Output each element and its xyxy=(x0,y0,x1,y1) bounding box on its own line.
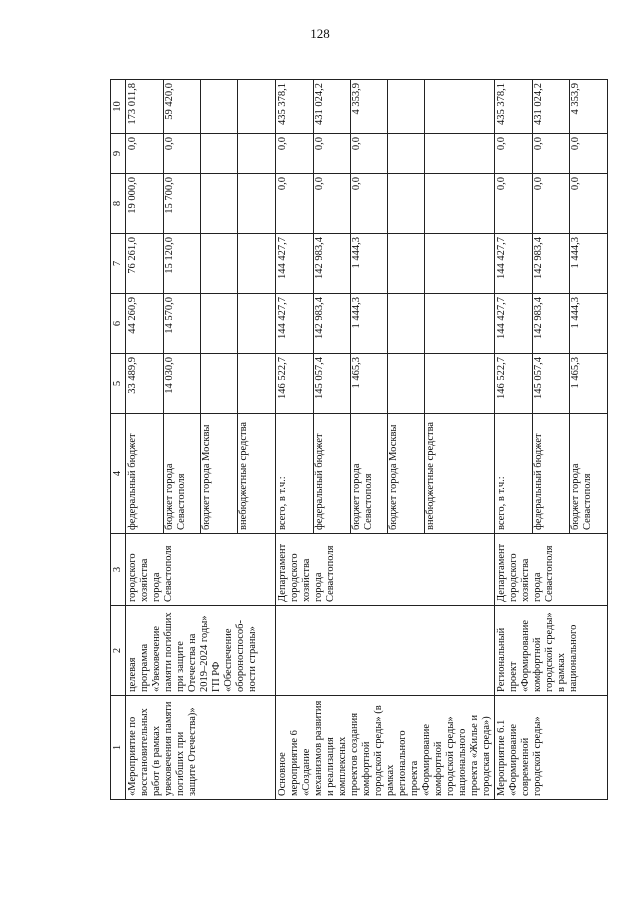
amount-value xyxy=(388,354,425,413)
amount-value xyxy=(201,354,238,413)
amount-value xyxy=(388,234,425,293)
amount-value: 0,0 xyxy=(277,134,314,173)
cell-col2: целевая программа «Увековечение памяти погибших при защите Отечества на 2019–2024 годы» ГП РФ «Обеспечение обороноспособ-ности страны» xyxy=(126,606,276,696)
cell-v10-group xyxy=(126,80,276,134)
amount-value: 435 378,1 xyxy=(277,80,314,133)
amount-value: 44 260,9 xyxy=(127,294,164,353)
col-header: 3 xyxy=(111,534,126,606)
financing-table xyxy=(110,79,608,800)
amount-value: 146 522,7 xyxy=(496,354,533,413)
cell-v8-group xyxy=(495,174,608,234)
amount-value: 144 427,7 xyxy=(277,294,314,353)
cell-col3: городского хозяйства города Севастополя xyxy=(126,534,276,606)
funding-source-label: внебюджетные средства xyxy=(425,421,436,530)
funding-source-label: бюджет города Москвы xyxy=(201,414,238,533)
col-header: 7 xyxy=(111,234,126,294)
cell-col2: Региональный проект «Формирование комфортной городской среды» в рамках национального xyxy=(495,606,608,696)
amount-value: 431 024,2 xyxy=(314,80,351,133)
amount-value: 76 261,0 xyxy=(127,234,164,293)
amount-value: 1 444,3 xyxy=(570,237,581,269)
cell-v5-group xyxy=(495,354,608,414)
amount-value: 142 983,4 xyxy=(314,294,351,353)
amount-value: 1 444,3 xyxy=(570,297,581,329)
amount-value: 1 444,3 xyxy=(351,234,388,293)
amount-value xyxy=(388,294,425,353)
funding-source-label: бюджет города Севастополя xyxy=(351,414,388,533)
amount-value xyxy=(201,134,238,173)
amount-value: 1 465,3 xyxy=(351,354,388,413)
col-header: 1 xyxy=(111,696,126,800)
amount-value: 0,0 xyxy=(351,174,388,233)
amount-value: 144 427,7 xyxy=(496,294,533,353)
amount-value: 1 444,3 xyxy=(351,294,388,353)
cell-v8-group xyxy=(126,174,276,234)
amount-value: 144 427,7 xyxy=(277,234,314,293)
funding-source-label: всего, в т.ч.: xyxy=(277,414,314,533)
amount-value: 173 011,8 xyxy=(127,80,164,133)
amount-value xyxy=(201,294,238,353)
funding-source-label: федеральный бюджет xyxy=(127,414,164,533)
cell-v10-group xyxy=(495,80,608,134)
amount-value: 142 983,4 xyxy=(533,294,570,353)
amount-value: 4 353,9 xyxy=(351,80,388,133)
amount-value xyxy=(388,174,425,233)
funding-source-label: всего, в т.ч.: xyxy=(496,414,533,533)
amount-value: 145 057,4 xyxy=(314,354,351,413)
amount-value xyxy=(425,80,461,133)
amount-value xyxy=(425,234,461,293)
amount-value: 15 700,0 xyxy=(164,174,201,233)
funding-source-label: бюджет города Севастополя xyxy=(164,414,201,533)
cell-v6-group xyxy=(276,294,495,354)
amount-value xyxy=(238,174,274,233)
amount-value xyxy=(238,294,274,353)
amount-value xyxy=(238,354,274,413)
col-header: 6 xyxy=(111,294,126,354)
amount-value xyxy=(201,80,238,133)
amount-value xyxy=(388,134,425,173)
amount-value: 1 465,3 xyxy=(570,357,581,389)
funding-source-label: федеральный бюджет xyxy=(533,414,570,533)
cell-col3: Департамент городского хозяйства города Севастополя xyxy=(276,534,495,606)
col-header: 4 xyxy=(111,414,126,534)
cell-v7-group xyxy=(276,234,495,294)
amount-value xyxy=(201,234,238,293)
amount-value: 0,0 xyxy=(277,174,314,233)
amount-value: 19 000,0 xyxy=(127,174,164,233)
amount-value: 0,0 xyxy=(164,134,201,173)
amount-value: 0,0 xyxy=(570,137,581,151)
cell-label-group xyxy=(276,414,495,534)
amount-value: 0,0 xyxy=(314,174,351,233)
cell-col1: Мероприятие 6.1 «Формирование современной городской среды» xyxy=(495,696,608,800)
amount-value: 0,0 xyxy=(496,174,533,233)
col-header: 5 xyxy=(111,354,126,414)
page-number: 128 xyxy=(310,26,330,41)
cell-col3: Департамент городского хозяйства города Севастополя xyxy=(495,534,608,606)
amount-value: 0,0 xyxy=(314,134,351,173)
funding-source-label: федеральный бюджет xyxy=(314,414,351,533)
amount-value: 0,0 xyxy=(127,134,164,173)
amount-value: 4 353,9 xyxy=(570,83,581,115)
amount-value: 33 489,9 xyxy=(127,354,164,413)
rotated-table-wrapper xyxy=(110,80,593,800)
funding-source-label: бюджет города Севастополя xyxy=(570,463,593,530)
table-row xyxy=(126,80,276,800)
col-header: 2 xyxy=(111,606,126,696)
amount-value: 0,0 xyxy=(496,134,533,173)
cell-col1: «Мероприятие по восстановительных работ (в рамках увековечения памяти погибших при защите Отечества)» xyxy=(126,696,276,800)
amount-value: 146 522,7 xyxy=(277,354,314,413)
cell-v9-group xyxy=(495,134,608,174)
amount-value xyxy=(425,294,461,353)
amount-value: 14 030,0 xyxy=(164,354,201,413)
amount-value: 435 378,1 xyxy=(496,80,533,133)
amount-value: 431 024,2 xyxy=(533,80,570,133)
amount-value: 14 570,0 xyxy=(164,294,201,353)
amount-value xyxy=(388,80,425,133)
amount-value: 0,0 xyxy=(351,134,388,173)
cell-v6-group xyxy=(126,294,276,354)
amount-value: 142 983,4 xyxy=(314,234,351,293)
amount-value xyxy=(425,134,461,173)
cell-v9-group xyxy=(276,134,495,174)
amount-value xyxy=(425,354,461,413)
amount-value xyxy=(201,174,238,233)
col-header: 9 xyxy=(111,134,126,174)
amount-value: 0,0 xyxy=(570,177,581,191)
table-row xyxy=(495,80,608,800)
cell-v6-group xyxy=(495,294,608,354)
cell-col2 xyxy=(276,606,495,696)
amount-value xyxy=(238,234,274,293)
cell-v10-group xyxy=(276,80,495,134)
funding-source-label: внебюджетные средства xyxy=(238,421,249,530)
amount-value xyxy=(425,174,461,233)
amount-value xyxy=(238,134,274,173)
cell-v9-group xyxy=(126,134,276,174)
cell-col1: Основное мероприятие 6 «Создание механизмов развития и реализация комплексных проектов создания комфортной городской среды» (в рамках регионального проекта «Формирование комфортной городской среды» национального проекта «Жилье и городская среда») xyxy=(276,696,495,800)
col-header: 10 xyxy=(111,80,126,134)
cell-label-group xyxy=(495,414,608,534)
amount-value: 145 057,4 xyxy=(533,354,570,413)
header-row xyxy=(111,80,126,800)
cell-v5-group xyxy=(126,354,276,414)
cell-label-group xyxy=(126,414,276,534)
table-row xyxy=(276,80,495,800)
amount-value: 142 983,4 xyxy=(533,234,570,293)
cell-v5-group xyxy=(276,354,495,414)
amount-value xyxy=(238,80,274,133)
amount-value: 0,0 xyxy=(533,134,570,173)
funding-source-label: бюджет города Москвы xyxy=(388,414,425,533)
amount-value: 144 427,7 xyxy=(496,234,533,293)
amount-value: 0,0 xyxy=(533,174,570,233)
cell-v8-group xyxy=(276,174,495,234)
amount-value: 15 120,0 xyxy=(164,234,201,293)
cell-v7-group xyxy=(495,234,608,294)
col-header: 8 xyxy=(111,174,126,234)
cell-v7-group xyxy=(126,234,276,294)
amount-value: 59 420,0 xyxy=(164,80,201,133)
